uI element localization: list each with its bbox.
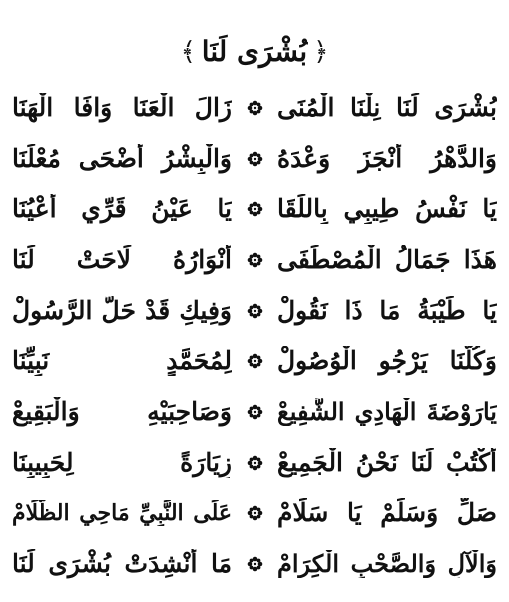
verse-second-hemistich: وَصَاحِبَيْهِ وَالْبَقِيعْ (12, 396, 232, 426)
verse-first-hemistich: أُكْتُبْ لَنَا نَحْنُ الْجَمِيعْ (277, 447, 497, 477)
flower-icon (232, 455, 277, 471)
flower-icon (232, 353, 277, 369)
verse-second-hemistich: مَا أُنْشِدَتْ بُشْرَى لَنَا (12, 548, 232, 578)
flower-icon (232, 556, 277, 572)
flower-icon (232, 252, 277, 268)
verse-first-hemistich: يَا طَيْبَةُ مَا ذَا نَقُولْ (277, 295, 497, 325)
verse-second-hemistich: زَالَ الْعَنَا وَافَا الْهَنَا (12, 93, 232, 122)
verse-line (12, 390, 497, 434)
verse-line (12, 86, 497, 130)
flower-icon (232, 100, 277, 116)
verse-second-hemistich: وَالْبِشْرُ أَضْحَى مُعْلَنَا (12, 143, 232, 173)
title-ornament-left: ﴾ (180, 37, 196, 67)
flower-icon (232, 151, 277, 167)
flower-icon (232, 201, 277, 217)
verse-second-hemistich: وَفِيكِ قَدْ حَلَّ الرَّسُولْ (12, 295, 232, 325)
verse-second-hemistich: زِيَارَةً لِحَبِيبِنَا (12, 447, 232, 477)
verse-line (12, 441, 497, 485)
verse-line (12, 289, 497, 333)
poem-title: بُشْرَى لَنَا (201, 35, 308, 69)
verse-first-hemistich: يَارَوْضَةَ الْهَادِي الشَّفِيعْ (277, 397, 497, 426)
verse-line (12, 339, 497, 383)
verse-line (12, 187, 497, 231)
verse-line (12, 238, 497, 282)
verse-second-hemistich: أَنْوَارُهُ لَاحَتْ لَنَا (12, 244, 232, 274)
flower-icon (232, 505, 277, 521)
verse-line (12, 137, 497, 181)
poem-title-block (0, 30, 509, 74)
verse-second-hemistich: يَا عَيْنُ قَرِّي أَعْيُنَا (12, 194, 232, 224)
poem-verses (12, 86, 497, 586)
verse-line (12, 542, 497, 586)
verse-first-hemistich: بُشْرَى لَنَا نِلْنَا الْمُنَى (277, 93, 497, 122)
verse-second-hemistich: عَلَى النَّبِيِّ مَاحِي الظَّلَامْ (12, 500, 232, 527)
title-ornament-right: ﴿ (313, 37, 329, 67)
flower-icon (232, 404, 277, 420)
verse-first-hemistich: هَذَا جَمَالُ الْمُصْطَفَى (277, 244, 497, 274)
verse-line (12, 491, 497, 535)
verse-first-hemistich: صَلِّ وَسَلِّمْ يَا سَلَامْ (277, 498, 497, 528)
verse-first-hemistich: وَكُلُّنَا يَرْجُو الْوُصُولْ (277, 346, 497, 376)
verse-first-hemistich: وَالْآلِ وَالصَّحْبِ الْكِرَامْ (277, 549, 497, 578)
flower-icon (232, 303, 277, 319)
verse-second-hemistich: لِمُحَمَّدٍ نَبِيِّنَا (12, 346, 232, 376)
verse-first-hemistich: يَا نَفْسُ طِيبِي بِاللِّقَا (277, 194, 497, 224)
verse-first-hemistich: وَالدَّهْرُ أَنْجَزَ وَعْدَهُ (277, 143, 497, 173)
